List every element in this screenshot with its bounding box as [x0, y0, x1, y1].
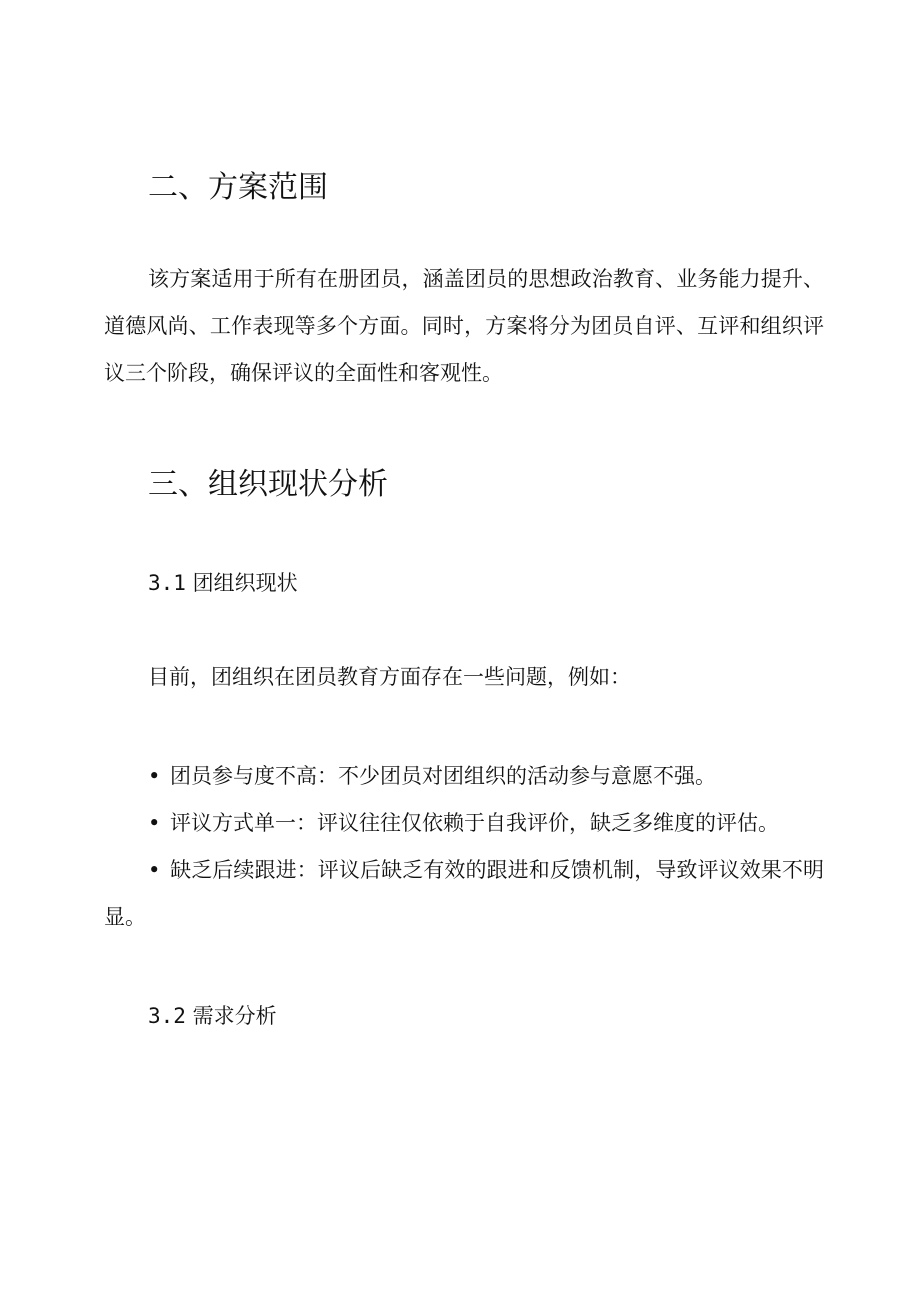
subsection-number: 3.2 [148, 1004, 186, 1028]
subsection-title: 需求分析 [192, 1004, 277, 1028]
bullet-icon: • [148, 811, 161, 835]
section-heading-scope: 二、方案范围 [148, 170, 328, 205]
list-item [104, 800, 824, 847]
list-item-text: 团员参与度不高：不少团员对团组织的活动参与意愿不强。 [170, 764, 716, 788]
subsection-title: 团组织现状 [192, 571, 298, 595]
list-item-text: 缺乏后续跟进：评议后缺乏有效的跟进和反馈机制，导致评议效果不明显。 [104, 858, 824, 929]
bullet-icon: • [148, 764, 161, 788]
bullet-icon: • [148, 858, 161, 882]
subsection-heading-3-1 [148, 568, 298, 598]
intro-paragraph: 目前，团组织在团员教育方面存在一些问题，例如： [148, 665, 631, 689]
list-item [104, 847, 824, 941]
problem-list [104, 753, 824, 941]
list-item-text: 评议方式单一：评议往往仅依赖于自我评价，缺乏多维度的评估。 [170, 811, 779, 835]
list-item [104, 753, 824, 800]
scope-paragraph: 该方案适用于所有在册团员，涵盖团员的思想政治教育、业务能力提升、道德风尚、工作表现等多个方面。同时，方案将分为团员自评、互评和组织评议三个阶段，确保评议的全面性和客观性。 [104, 267, 824, 385]
section-heading-status-analysis: 三、组织现状分析 [148, 467, 388, 502]
subsection-heading-3-2 [148, 1001, 277, 1031]
subsection-number: 3.1 [148, 571, 186, 595]
